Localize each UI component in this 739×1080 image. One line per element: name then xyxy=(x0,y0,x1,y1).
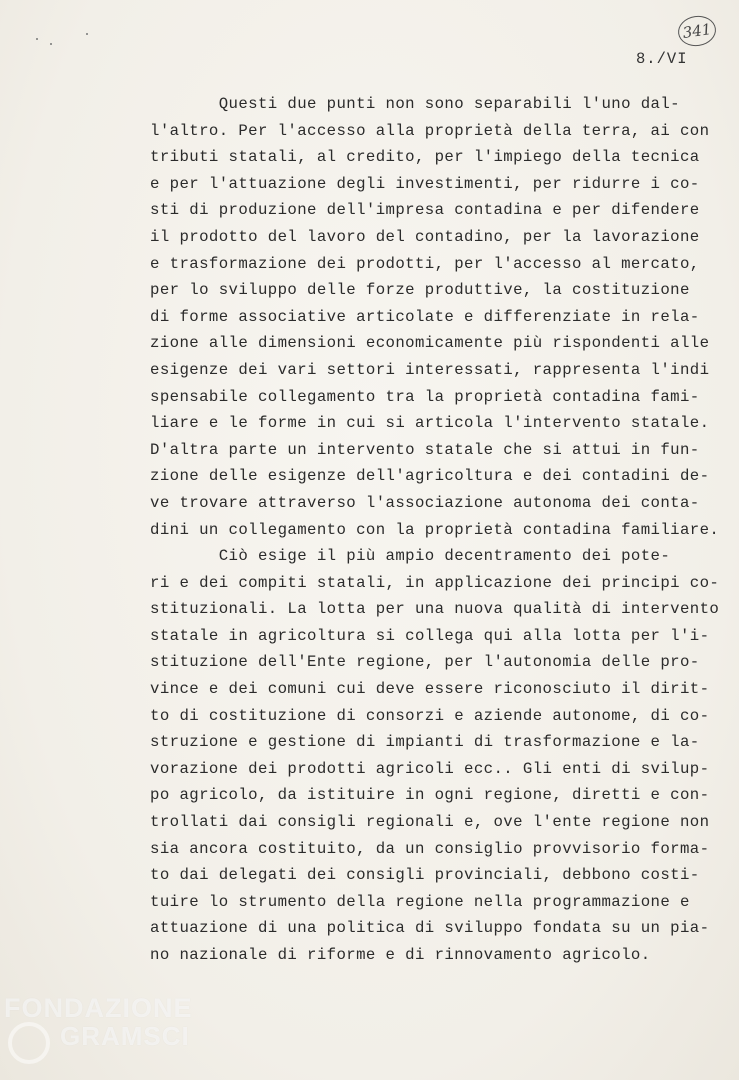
watermark-line-1: FONDAZIONE xyxy=(4,993,193,1023)
text-line: sti di produzione dell'impresa contadina e per difendere xyxy=(150,201,700,220)
text-line: tributi statali, al credito, per l'impiego della tecnica xyxy=(150,148,700,167)
text-line: vorazione dei prodotti agricoli ecc.. Gli enti di svilup- xyxy=(150,759,710,778)
text-line: stituzionali. La lotta per una nuova qualità di intervento xyxy=(150,600,720,619)
text-line: D'altra parte un intervento statale che si attui in fun- xyxy=(150,440,700,459)
text-line: ve trovare attraverso l'associazione autonoma dei conta- xyxy=(150,493,700,512)
text-line: no nazionale di riforme e di rinnovamento agricolo. xyxy=(150,946,651,964)
archive-number-stamp: 341 xyxy=(676,14,718,49)
paper-speck xyxy=(36,38,38,40)
text-line: tuire lo strumento della regione nella programmazione e xyxy=(150,892,690,911)
typewritten-body xyxy=(150,91,720,969)
text-line: attuazione di una politica di sviluppo fondata su un pia- xyxy=(150,919,710,938)
text-line: trollati dai consigli regionali e, ove l'ente regione non xyxy=(150,813,710,832)
text-line: to di costituzione di consorzi e aziende autonome, di co- xyxy=(150,706,710,725)
text-line: Questi due punti non sono separabili l'uno dal- xyxy=(150,95,680,113)
text-line: zione delle esigenze dell'agricoltura e dei contadini de- xyxy=(150,467,710,486)
text-line: liare e le forme in cui si articola l'intervento statale. xyxy=(150,414,710,433)
text-line: l'altro. Per l'accesso alla proprietà della terra, ai con xyxy=(150,121,710,140)
text-line: e trasformazione dei prodotti, per l'accesso al mercato, xyxy=(150,254,700,273)
watermark-logo-icon xyxy=(8,1022,50,1064)
text-line: spensabile collegamento tra la proprietà contadina fami- xyxy=(150,387,700,406)
text-line: zione alle dimensioni economicamente più rispondenti alle xyxy=(150,334,710,353)
text-line: sia ancora costituito, da un consiglio provvisorio forma- xyxy=(150,839,710,858)
text-line: esigenze dei vari settori interessati, rappresenta l'indi xyxy=(150,360,710,379)
text-line: dini un collegamento con la proprietà contadina familiare. xyxy=(150,520,720,539)
text-line: il prodotto del lavoro del contadino, per la lavorazione xyxy=(150,227,700,246)
text-line: to dai delegati dei consigli provinciali, debbono costi- xyxy=(150,866,700,885)
text-line: ri e dei compiti statali, in applicazione dei principi co- xyxy=(150,573,720,592)
text-line: e per l'attuazione degli investimenti, per ridurre i co- xyxy=(150,174,700,193)
text-line: stituzione dell'Ente regione, per l'autonomia delle pro- xyxy=(150,653,700,672)
text-line: po agricolo, da istituire in ogni regione, diretti e con- xyxy=(150,786,710,805)
watermark-line-2: GRAMSCI xyxy=(60,1021,190,1051)
text-line: statale in agricoltura si collega qui alla lotta per l'i- xyxy=(150,626,710,645)
paper-speck xyxy=(50,43,52,45)
paper-speck xyxy=(86,33,88,35)
text-line: per lo sviluppo delle forze produttive, la costituzione xyxy=(150,281,690,300)
text-line: Ciò esige il più ampio decentramento dei pote- xyxy=(150,547,671,566)
text-line: struzione e gestione di impianti di trasformazione e la- xyxy=(150,733,700,752)
text-line: di forme associative articolate e differenziate in rela- xyxy=(150,307,700,326)
page-reference: 8./VI xyxy=(636,50,688,68)
text-line: vince e dei comuni cui deve essere riconosciuto il dirit- xyxy=(150,680,710,699)
